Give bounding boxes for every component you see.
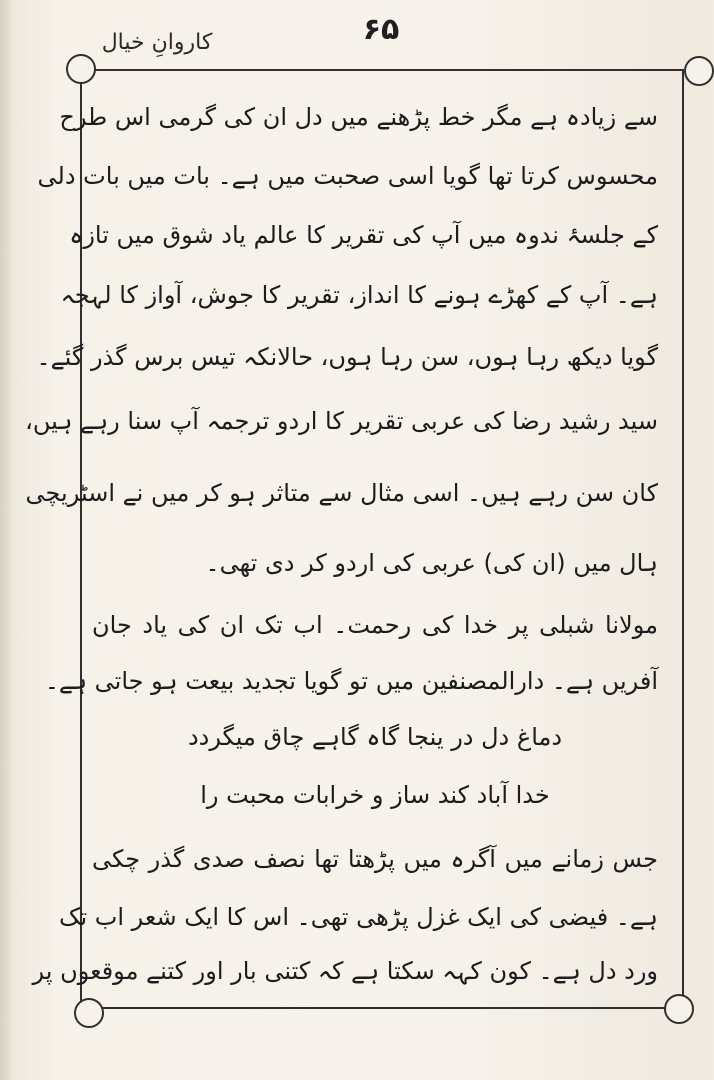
text-line: سید رشید رضا کی عربی تقریر کا اردو ترجمہ آپ سنا رہے ہیں، [25,407,658,435]
frame-corner-circle-top-right [684,56,714,86]
text-line: کے جلسۂ ندوہ میں آپ کی تقریر کا عالم یاد شوق میں تازہ [69,221,658,249]
text-line: ورد دل ہے۔ کون کہہ سکتا ہے کہ کتنی بار اور کتنے موقعوں پر [32,957,658,985]
text-line: گویا دیکھ رہا ہوں، سن رہا ہوں، حالانکہ تیس برس گذر گئے۔ [36,343,658,371]
text-line: ہے۔ فیضی کی ایک غزل پڑھی تھی۔ اس کا ایک شعر اب تک [58,903,658,931]
text-line: کان سن رہے ہیں۔ اسی مثال سے متاثر ہو کر میں نے اسٹریچی [25,479,658,507]
text-line: محسوس کرتا تھا گویا اسی صحبت میں ہے۔ بات میں بات دلی [37,162,658,190]
page-gutter-shadow [0,0,14,1080]
frame-corner-circle-bottom-right [664,994,694,1024]
text-line: آفریں ہے۔ دارالمصنفین میں تو گویا تجدید بیعت ہو جاتی ہے۔ [44,667,658,695]
verse-line: دماغ دل در ینجا گاہ گاہے چاق میگردد [187,723,563,751]
frame-corner-circle-top-left [66,54,96,84]
verse-line: خدا آباد کند ساز و خرابات محبت را [200,781,550,809]
text-line: سے زیادہ ہے مگر خط پڑھنے میں دل ان کی گرمی اس طرح [59,103,658,131]
running-head: کاروانِ خیال [101,30,213,55]
text-line: ہال میں (ان کی) عربی کی اردو کر دی تھی۔ [205,549,658,577]
text-line: جس زمانے میں آگرہ میں پڑھتا تھا نصف صدی گذر چکی [92,845,658,873]
text-line: ہے۔ آپ کے کھڑے ہونے کا انداز، تقریر کا جوش، آواز کا لہجہ [60,281,658,309]
page-number: ۶۵ [362,12,400,47]
frame-corner-circle-bottom-left [74,998,104,1028]
text-line: مولانا شبلی پر خدا کی رحمت۔ اب تک ان کی یاد جان [92,611,658,639]
